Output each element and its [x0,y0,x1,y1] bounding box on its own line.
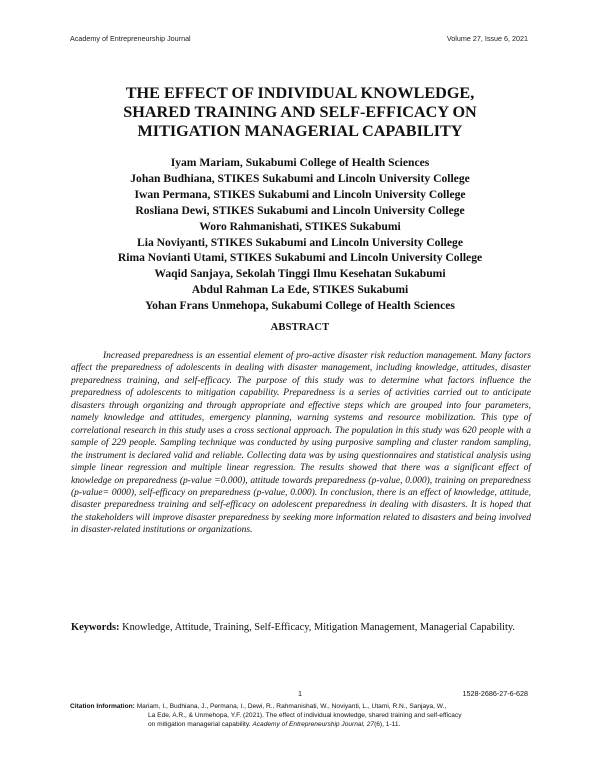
author-line: Woro Rahmanishati, STIKES Sukabumi [199,219,401,233]
citation-information [70,702,530,730]
author-list [40,155,560,314]
citation-line: Mariam, I., Budhiana, J., Permana, I., Dewi, R., Rahmanishati, W., Noviyanti, L., Utami, R.N., Sanjaya, W., [136,703,447,710]
author-line: Abdul Rahman La Ede, STIKES Sukabumi [191,283,409,297]
title-line: MITIGATION MANAGERIAL CAPABILITY [137,122,463,140]
citation-text: on mitigation managerial capability. [148,721,251,729]
title-line: THE EFFECT OF INDIVIDUAL KNOWLEDGE, [125,84,475,102]
paper-title [60,84,540,141]
author-line: Yohan Frans Unmehopa, Sukabumi College of Health Sciences [145,299,455,313]
running-header-journal: Academy of Entrepreneurship Journal [70,34,191,43]
abstract-text: Increased preparedness is an essential element of pro-active disaster risk reduction management. Many factors affect the preparedness of adolescents in dealing with disaster management, including knowledge, attitudes, disaster preparedness training, and self-efficacy. The purpose of this study was to determine what factors influence the preparedness of adolescents to mitigation capability. Preparedness is a series of activities carried out to anticipate disasters through organizing and through appropriate and effective steps which are grouped into four parameters, namely knowledge and attitudes, emergency planning, warning systems and resource mobilization. This type of correlational research in this study uses a cross sectional approach. The population in this study was 620 people with a sample of 229 people. Sampling technique was conducted by using purposive sampling and cluster random sampling, the instrument is declared valid and reliable. Collecting data was by using questionnaires and statistical analysis using simple linear regression and multiple linear regression. The results showed that there was a significant effect of knowledge on preparedness (p-value =0.000), attitude towards preparedness (p-value, 0.000), training on preparedness (p-value= 0000), self-efficacy on preparedness (p-value, 0.000). In conclusion, there is an effect of knowledge, attitude, disaster preparedness training and self-efficacy on adolescent preparedness in dealing with disasters. It is hoped that the stakeholders will improve disaster preparedness by seeking more information related to disasters and being involved in disaster-related institutions or organizations. [71,351,531,536]
author-line: Waqid Sanjaya, Sekolah Tinggi Ilmu Kesehatan Sukabumi [154,267,446,281]
keywords-label: Keywords: [71,622,120,633]
keywords [71,621,531,634]
citation-line [70,711,530,729]
issn-code: 1528-2686-27-6-628 [462,689,528,698]
title-line: SHARED TRAINING AND SELF-EFFICACY ON [123,103,477,121]
citation-label: Citation Information: [70,703,135,710]
abstract-heading: ABSTRACT [270,322,330,333]
author-line: Rosliana Dewi, STIKES Sukabumi and Lincoln University College [135,203,465,217]
author-line: Rima Novianti Utami, STIKES Sukabumi and Lincoln University College [117,251,483,265]
author-line: Johan Budhiana, STIKES Sukabumi and Lincoln University College [130,171,470,185]
running-header-volume: Volume 27, Issue 6, 2021 [446,34,528,43]
author-line: Lia Noviyanti, STIKES Sukabumi and Lincoln University College [137,235,463,249]
keywords-text: Knowledge, Attitude, Training, Self-Efficacy, Mitigation Management, Managerial Capability. [122,622,516,633]
author-line: Iwan Permana, STIKES Sukabumi and Lincoln University College [134,187,466,201]
citation-journal: Academy of Entrepreneurship Journal, 27 [252,721,375,729]
author-line: Iyam Mariam, Sukabumi College of Health Sciences [170,156,430,169]
citation-text: (6), 1-11. [374,721,401,729]
page-number: 1 [298,689,302,698]
citation-text: La Ede, A.R., & Unmehopa, Y.F. (2021). The effect of individual knowledge, shared training and self-efficacy [148,712,462,720]
